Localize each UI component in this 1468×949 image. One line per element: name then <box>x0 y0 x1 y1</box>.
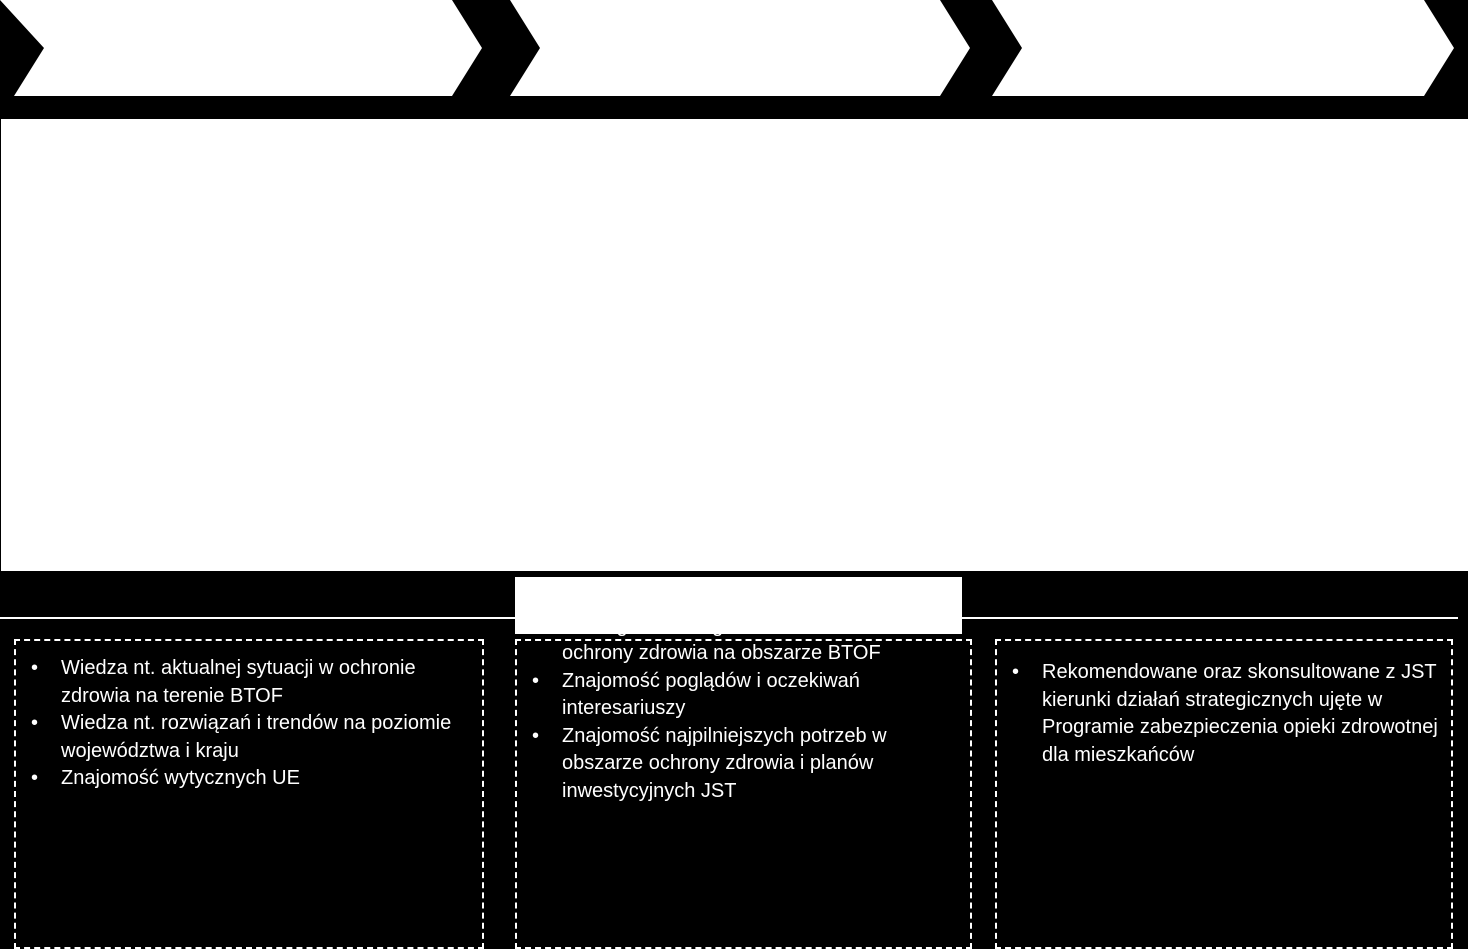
result-box-3 <box>995 639 1453 949</box>
process-chevrons <box>0 0 1468 120</box>
result-list-3 <box>997 659 1451 769</box>
list-item: • Rekomendowane oraz skonsultowane z JST kierunki działań strategicznych ujęte w Programie zabezpieczenia opieki zdrowotnej dla mieszkańców <box>997 659 1451 769</box>
list-item: • Znajomość wytycznych UE <box>16 765 482 793</box>
result-box-2 <box>515 614 972 949</box>
result-list-2 <box>517 613 970 806</box>
list-item: • Znajomość najpilniejszych potrzeb w obszarze ochrony zdrowia i planów inwestycyjnych JST <box>517 723 970 806</box>
result-list-1 <box>16 655 482 793</box>
chevron-step-3 <box>992 0 1454 96</box>
list-item: • Wiedza nt. aktualnej sytuacji w ochronie zdrowia na terenie BTOF <box>16 655 482 710</box>
divider-line-left <box>0 617 515 619</box>
list-item: • Znajomość poglądów i oczekiwań interesariuszy <box>517 668 970 723</box>
divider-line-right <box>962 617 1458 619</box>
list-item: • Szczegółowa diagnoza stanu zdrowia i ochrony zdrowia na obszarze BTOF <box>517 613 970 668</box>
result-box-1 <box>14 639 484 949</box>
main-content-panel <box>1 119 1468 571</box>
list-item: • Wiedza nt. rozwiązań i trendów na poziomie województwa i kraju <box>16 710 482 765</box>
chevron-step-1 <box>0 0 482 96</box>
chevron-step-2 <box>510 0 970 96</box>
